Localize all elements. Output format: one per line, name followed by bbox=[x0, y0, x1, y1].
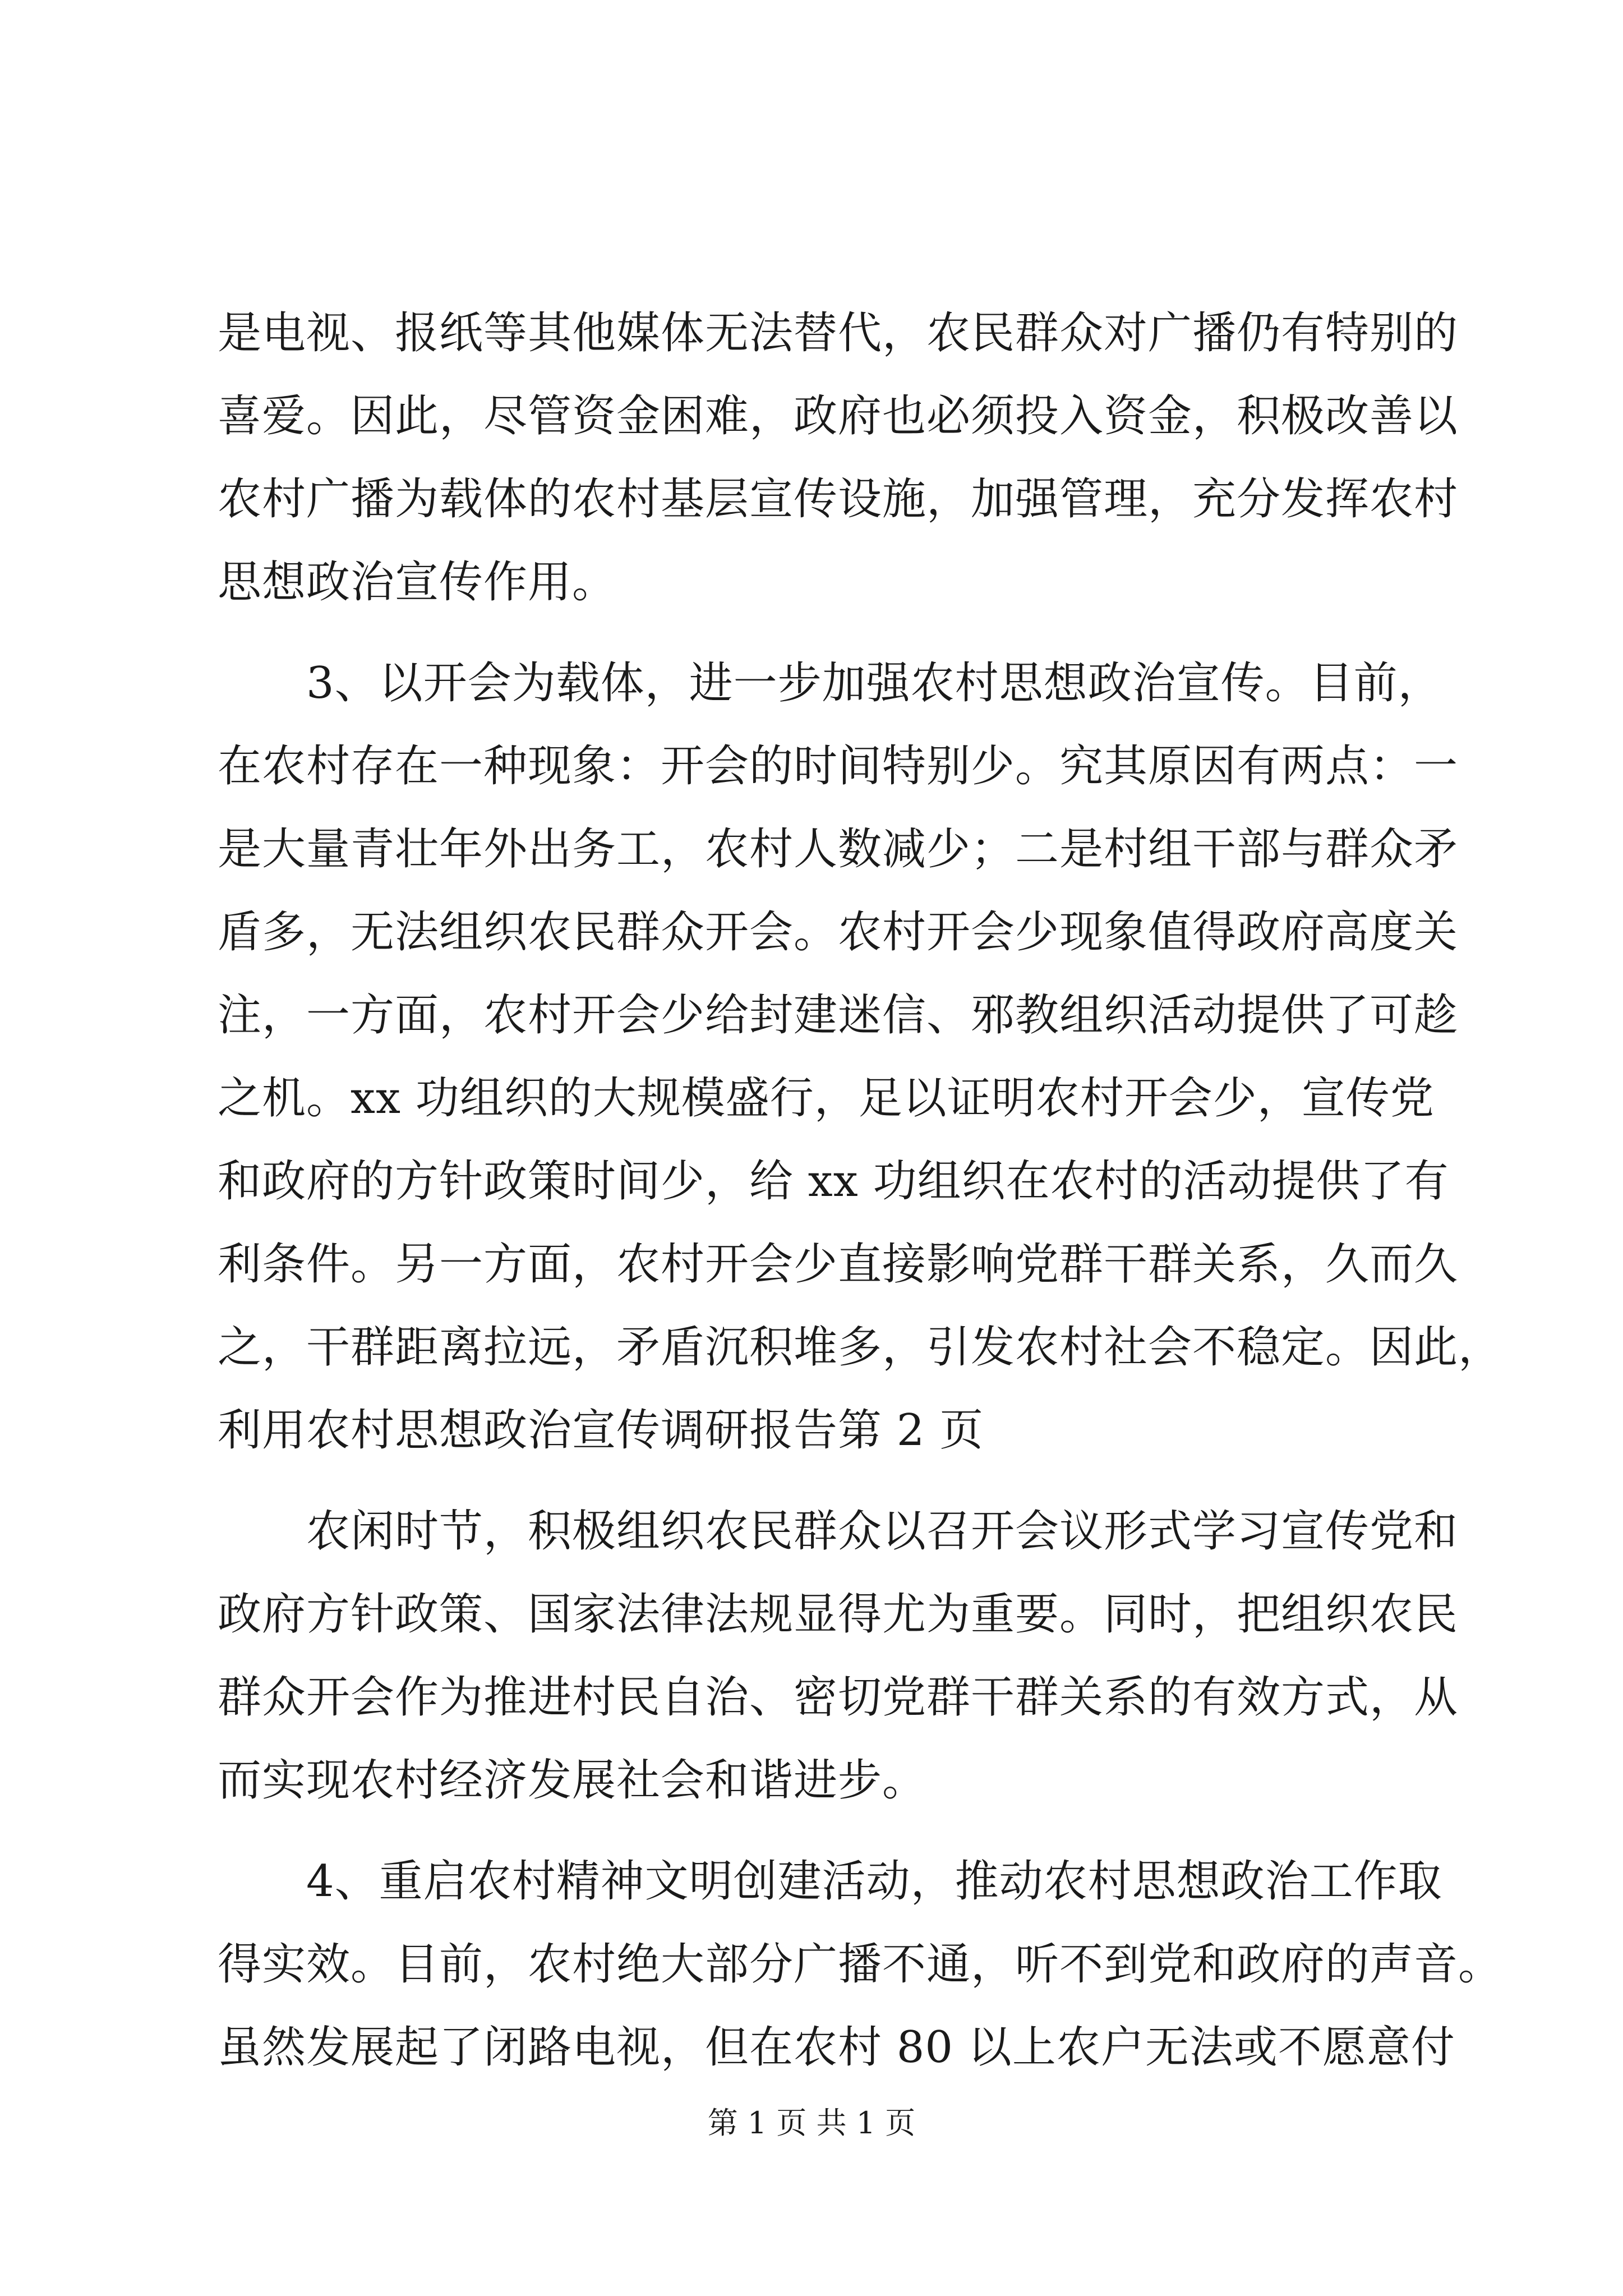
text-line: 政府方针政策、国家法律法规显得尤为重要。同时，把组织农民 bbox=[218, 1589, 1459, 1640]
text-line: 农闲时节，积极组织农民群众以召开会议形式学习宣传党和 bbox=[218, 1506, 1459, 1557]
paragraph-3 bbox=[218, 1490, 1459, 1822]
text-line: 群众开会作为推进村民自治、密切党群干群关系的有效方式，从 bbox=[218, 1672, 1459, 1723]
text-line: 利用农村思想政治宣传调研报告第 2 页 bbox=[218, 1405, 984, 1456]
paragraph-1 bbox=[218, 292, 1459, 624]
text-line: 之机。xx 功组织的大规模盛行，足以证明农村开会少，宣传党 bbox=[218, 1073, 1435, 1124]
text-line: 农村广播为载体的农村基层宣传设施，加强管理，充分发挥农村 bbox=[218, 474, 1459, 524]
text-line: 和政府的方针政策时间少，给 xx 功组织在农村的活动提供了有 bbox=[218, 1156, 1449, 1207]
text-line: 注，一方面，农村开会少给封建迷信、邪教组织活动提供了可趁 bbox=[218, 990, 1459, 1041]
text-line: 利条件。另一方面，农村开会少直接影响党群干群关系，久而久 bbox=[218, 1239, 1459, 1290]
text-line: 是大量青壮年外出务工，农村人数减少；二是村组干部与群众矛 bbox=[218, 824, 1459, 875]
paragraph-gap bbox=[218, 1822, 1412, 1840]
text-line: 盾多，无法组织农民群众开会。农村开会少现象值得政府高度关 bbox=[218, 907, 1459, 958]
text-line: 而实现农村经济发展社会和谐进步。 bbox=[218, 1755, 927, 1806]
paragraph-gap bbox=[218, 1472, 1412, 1490]
text-line: 虽然发展起了闭路电视，但在农村 80 以上农户无法或不愿意付 bbox=[218, 2022, 1455, 2073]
text-line: 4、重启农村精神文明创建活动，推动农村思想政治工作取 bbox=[218, 1856, 1442, 1907]
text-line: 在农村存在一种现象：开会的时间特别少。究其原因有两点：一 bbox=[218, 741, 1459, 792]
text-line: 是电视、报纸等其他媒体无法替代，农民群众对广播仍有特别的 bbox=[218, 308, 1459, 358]
document-body bbox=[218, 292, 1503, 2089]
paragraph-gap bbox=[218, 624, 1412, 642]
paragraph-2 bbox=[218, 642, 1503, 1472]
text-line: 3、以开会为载体，进一步加强农村思想政治宣传。目前， bbox=[218, 658, 1442, 708]
text-line: 思想政治宣传作用。 bbox=[218, 557, 617, 608]
paragraph-4 bbox=[218, 1840, 1503, 2089]
text-line: 之，干群距离拉远，矛盾沉积堆多，引发农村社会不稳定。因此， bbox=[218, 1322, 1503, 1373]
text-line: 喜爱。因此，尽管资金困难，政府也必须投入资金，积极改善以 bbox=[218, 391, 1459, 441]
page-footer: 第 1 页 共 1 页 bbox=[707, 2105, 916, 2141]
text-line: 得实效。目前，农村绝大部分广播不通，听不到党和政府的声音。 bbox=[218, 1939, 1503, 1990]
